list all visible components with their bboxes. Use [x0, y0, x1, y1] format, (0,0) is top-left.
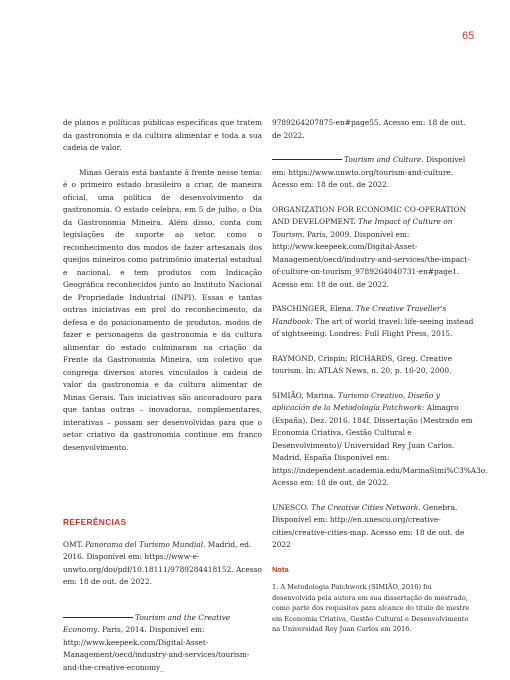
ref-title: The Creative Traveller's Handbook:: [272, 304, 447, 326]
ref-title: Panorama del Turismo Mundial: [85, 539, 204, 549]
body-paragraph-1: de planos e políticas públicas específicas que tratem da gastronomia e da cultura alimentar e toda a sua cadeia de valor.: [63, 118, 262, 152]
ref-author: PASCHINGER, Elena.: [272, 304, 356, 313]
right-column: [272, 117, 488, 635]
ref-details: . Paris, 2009. Disponível em: http://www.keepeek.com/Digital-Asset-Management/oecd/industry-and-services/the-impact-of-culture-on-tourism_9789264040731-en#page1. Acesso em: 18 de out. de 2022.: [272, 229, 470, 289]
ref-details: . Genebra. Disponível em: http://en.unesco.org/creative-cities/creative-cities-map. Acesso em: 18 de out. de 2022: [272, 502, 465, 549]
note-label: Nota: [272, 564, 289, 574]
body-paragraph-2: Minas Gerais está bastante à frente nesse tema: é o primeiro estado brasileiro a criar, de maneira oficial, uma política de desenvolvimento da gastronomia. O estado celebra, em 5 de julho, o Dia da Gastronomia Mineira. Além disso, conta com legislações de suporte ao setor, como o reconhecimento dos modos de fazer artesanais dos queijos mineiros como patrimônio imaterial estadual e nacional, e tem produtos com Indicação Geográfica reconhecidos junto ao Instituto Nacional de Propriedade Industrial (INPI). Essas e tantas outras iniciativas em prol do reconhecimento, da defesa e do posicionamento de produtos, modos de fazer e personagens da gastronomia e da cultura alimentar do estado culminaram na criação da Frente da Gastronomia Mineira, um coletivo que congrega diversos atores vinculados à cadeia de valor da gastronomia e da cultura alimentar de Minas Gerais. Tais iniciativas são ancoradouro para que tantas outras – inovadoras, complementares, interativas – possam ser desenvolvidas para que o setor criativo da gastronomia continue em franco desenvolvimento.: [63, 167, 262, 452]
ref-title: Tourism and Culture: [344, 155, 422, 164]
ref-author: OMT.: [63, 539, 86, 549]
reference-unwto: [272, 154, 475, 192]
author-repeat-rule: [272, 159, 342, 160]
reference-raymond: RAYMOND, Crispin; RICHARDS, Greg. Creative tourism. In: ATLAS News, n. 20, p. 16-20, 2000.: [272, 353, 452, 375]
ref-title: The Creative Cities Network: [311, 502, 419, 512]
footnote: 1. A Metodologia Patchwork (SIMIÃO, 2016) foi desenvolvida pela autora em sua dissertação de mestrado, como parte dos requisitos para alcance do título de mestre em Economia Criativa, Gestão Cultural e Desenvolvimento na Universidad Rey Juan Carlos em 2016.: [272, 583, 470, 633]
ref-author: SIMIÃO, Marina.: [272, 390, 338, 400]
author-repeat-rule: [63, 617, 133, 618]
ref-details: The art of world travel: life-seeing instead of sightseeing. Londres: Full Flight Press, 2015.: [272, 316, 474, 338]
reference-omt-2: [63, 612, 262, 675]
left-column: [63, 117, 262, 674]
reference-continuation: 9789264207875-en#page55. Acesso em: 18 de out. de 2022.: [272, 118, 466, 140]
reference-paschinger: [272, 303, 475, 341]
reference-unesco: [272, 502, 475, 552]
ref-author: ORGANIZATION FOR ECONOMIC CO-OPERATION AND DEVELOPMENT.: [272, 204, 467, 226]
reference-simiao: [272, 390, 488, 490]
ref-author: UNESCO.: [272, 502, 312, 512]
references-heading: REFERÊNCIAS: [63, 517, 127, 527]
ref-title: The Impact of Culture on Tourism: [272, 217, 453, 239]
page-number: 65: [462, 30, 475, 42]
ref-details: . Disponível em: https://www.unwto.org/tourism-and-culture. Acesso em: 18 de out. de 2022.: [272, 155, 466, 189]
ref-details: . Paris, 2014. Disponível em: http://www.keepeek.com/Digital-Asset-Management/oecd/industry-and-services/tourism-and-the-creative-economy_: [63, 625, 250, 672]
ref-details: . Madrid, ed. 2016. Disponível em: https://www-e-unwto.org/doi/pdf/10.18111/9789284418152. Acesso em: 18 de out. de 2022.: [63, 539, 262, 586]
ref-details: : Almagro (España). Dez. 2016. 184f. Dissertação (Mestrado em Economia Criativa, Gestão Cultural e Desenvolvimento)/ Universidad Rey Juan Carlos. Madrid, España Disponível em: https://independent.academia.edu/MarinaSimi%C3%A3o. Acesso em: 18 de out. de 2022.: [272, 403, 488, 487]
reference-omt: [63, 539, 262, 589]
reference-oecd: [272, 204, 475, 292]
ref-title: Tourism and the Creative Economy: [63, 612, 231, 634]
ref-title: Turismo Creativo, Diseño y aplicación de la Metodología Patchwork: [272, 390, 440, 412]
